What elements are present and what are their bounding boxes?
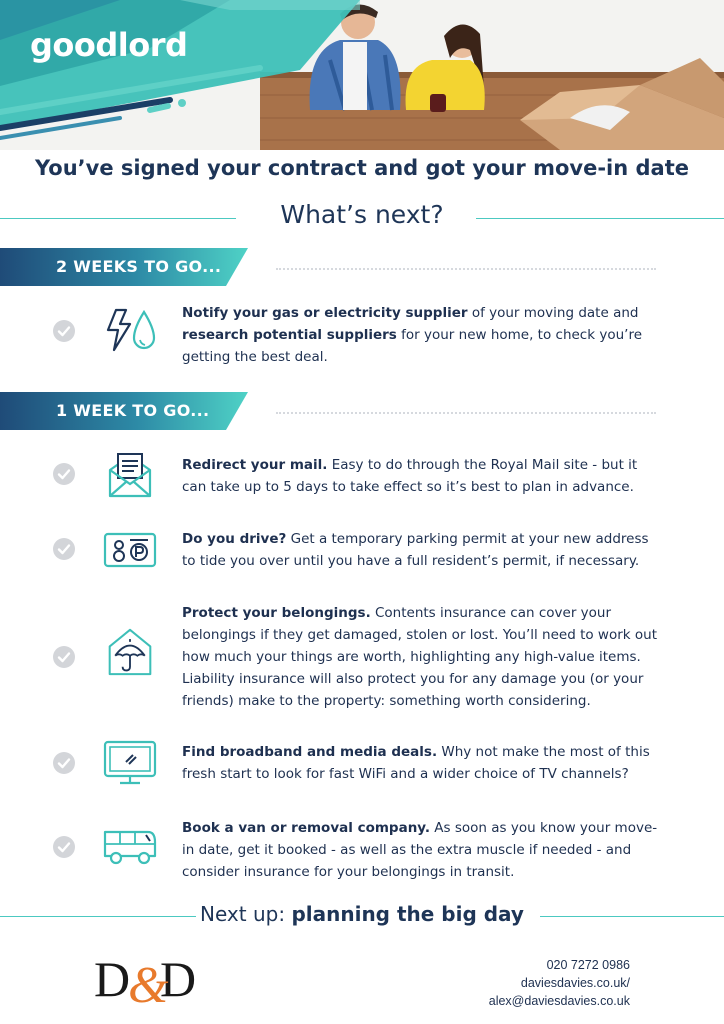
agent-logo-d2: D xyxy=(160,951,197,1007)
next-up-topic: planning the big day xyxy=(291,902,524,926)
item-bold: Book a van or removal company. xyxy=(182,820,430,836)
dotted-divider xyxy=(276,412,656,414)
tv-icon xyxy=(102,738,158,786)
item-bold: Find broadband and media deals. xyxy=(182,744,438,760)
contact-email[interactable]: alex@daviesdavies.co.uk xyxy=(488,994,630,1008)
item-body: of your moving date and xyxy=(467,305,639,321)
item-bold: Protect your belongings. xyxy=(182,605,371,621)
section-banner-1-week xyxy=(0,392,250,430)
next-up-heading xyxy=(0,902,724,926)
contact-website[interactable]: daviesdavies.co.uk/ xyxy=(520,976,630,990)
contact-phone: 020 7272 0986 xyxy=(546,958,630,972)
header-banner xyxy=(0,0,724,150)
checkmark-icon xyxy=(53,752,75,774)
item-broadband-text xyxy=(182,741,662,785)
checkmark-icon xyxy=(53,836,75,858)
item-body: As soon as you know your move-in date, get it booked - as well as the extra muscle if needed - and consider insurance for your belongings in transit. xyxy=(182,820,658,880)
agent-logo-ampersand: & xyxy=(128,957,169,1008)
van-icon xyxy=(102,822,158,870)
energy-icon xyxy=(102,306,158,354)
section-label: 2 WEEKS TO GO... xyxy=(56,257,222,276)
dotted-divider xyxy=(276,268,656,270)
subtitle-row xyxy=(0,200,724,236)
item-body: for your new home, to check you’re getting the best deal. xyxy=(182,327,642,365)
item-body: Easy to do through the Royal Mail site - but it can take up to 5 days to take effect so it’s best to plan in advance. xyxy=(182,457,638,495)
parking-permit-icon xyxy=(102,526,158,574)
next-up-row xyxy=(0,898,724,934)
divider-line xyxy=(540,916,724,917)
agent-logo xyxy=(92,944,202,1008)
item-bold: Redirect your mail. xyxy=(182,457,328,473)
goodlord-logo: goodlord xyxy=(30,26,188,64)
section-label: 1 WEEK TO GO... xyxy=(56,401,210,420)
agent-logo-d1: D xyxy=(94,951,131,1007)
section-banner-2-weeks xyxy=(0,248,250,286)
item-parking-text xyxy=(182,528,662,572)
house-umbrella-icon xyxy=(102,628,158,676)
next-up-prefix: Next up: xyxy=(200,902,292,926)
checkmark-icon xyxy=(53,646,75,668)
divider-line xyxy=(476,218,724,219)
item-bold: research potential suppliers xyxy=(182,327,397,343)
item-bold: Notify your gas or electricity supplier xyxy=(182,305,468,321)
mail-icon xyxy=(102,450,158,498)
page-title: You’ve signed your contract and got your move-in date xyxy=(35,156,689,180)
checkmark-icon xyxy=(53,320,75,342)
item-body: Why not make the most of this fresh start to look for fast WiFi and a wider choice of TV channels? xyxy=(182,744,650,782)
header-photo xyxy=(0,0,724,150)
item-van-text xyxy=(182,817,662,883)
item-mail-text xyxy=(182,454,662,498)
page-subtitle: What’s next? xyxy=(280,200,444,229)
checkmark-icon xyxy=(53,538,75,560)
item-body: Get a temporary parking permit at your new address to tide you over until you have a full resident’s permit, if necessary. xyxy=(182,531,649,569)
item-energy-text xyxy=(182,302,662,368)
item-insurance-text xyxy=(182,602,662,712)
item-body: Contents insurance can cover your belongings if they get damaged, stolen or lost. You’ll need to work out how much your things are worth, highlighting any high-value items. Liability insurance will also protect you for any damage you (or your friends) make to the property: something worth considering. xyxy=(182,605,657,709)
checkmark-icon xyxy=(53,463,75,485)
item-bold: Do you drive? xyxy=(182,531,287,547)
